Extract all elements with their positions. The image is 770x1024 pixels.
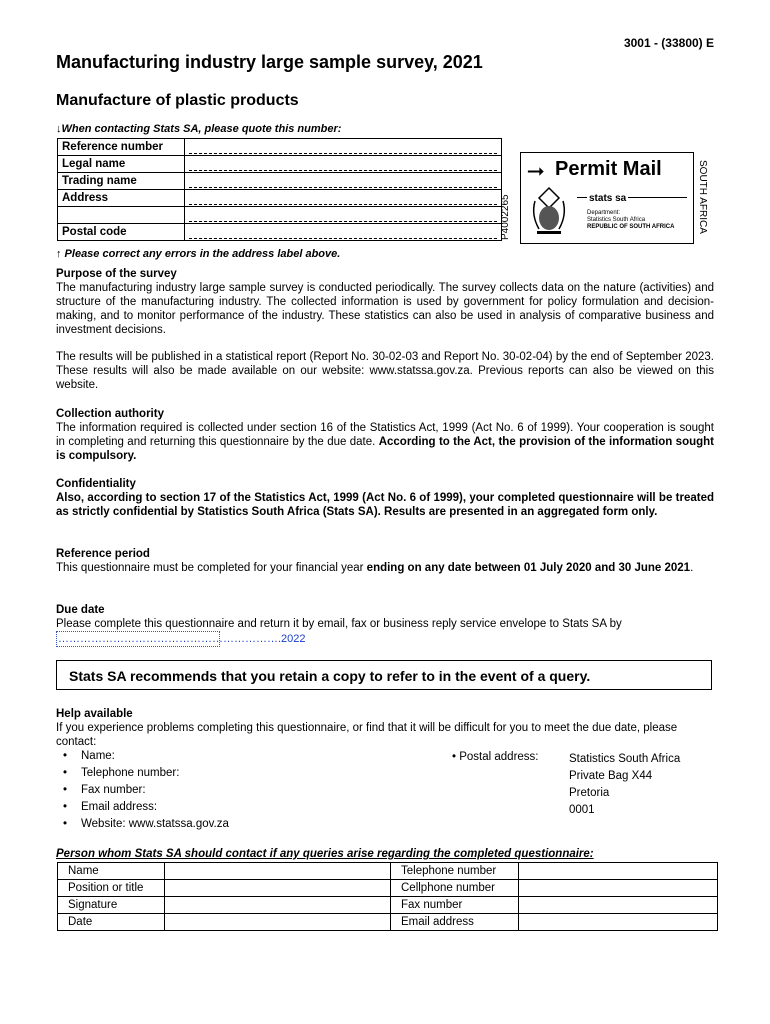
- list-item: • Name:: [56, 750, 436, 767]
- permit-mail-box: [520, 152, 694, 244]
- section-heading: Purpose of the survey: [56, 268, 177, 280]
- address-label-blank: [58, 207, 185, 224]
- position-input[interactable]: [165, 880, 391, 897]
- table-row: [58, 173, 502, 190]
- confidentiality-text: Also, according to section 17 of the Statistics Act, 1999 (Act No. 6 of 1999), your completed questionnaire will be treated as strictly confidential by Statistics South Africa (Stats SA). Results are presented in an aggregated form only.: [56, 492, 714, 518]
- due-date-field[interactable]: …………………………………………………….2022: [58, 633, 306, 645]
- postal-address-label: • Postal address:: [452, 751, 539, 763]
- collection-text: The information required is collected under section 16 of the Statistics Act, 1999 (Act No. 6 of 1999). Your cooperation is sought in completing and returning this questionnaire by the due date. According to the Act, the provision of the information sought is compulsory.: [56, 422, 714, 462]
- address-field-1[interactable]: [185, 190, 502, 207]
- email-input[interactable]: [519, 914, 718, 931]
- cell-label: Position or title: [58, 880, 165, 897]
- cell-label: Telephone number: [391, 863, 519, 880]
- reference-period-section: [56, 547, 714, 575]
- address-label: Address: [58, 190, 185, 207]
- reference-table: [57, 138, 502, 241]
- purpose-paragraph-1: The manufacturing industry large sample survey is conducted periodically. The survey collects data on the nature (activities) and structure of the manufacturing industry. The collected information is used by government for policy formulation and decision-making, and to monitor performance of the industry. These statistics can also be used in analysis of comparative business and investment decisions.: [56, 282, 714, 336]
- purpose-paragraph-2: The results will be published in a statistical report (Report No. 30-02-03 and Report No. 30-02-04) by the end of September 2023. These results will also be made available on our website: www.statssa.gov.za. Previous reports can also be viewed on this website.: [56, 351, 714, 391]
- section-heading: Reference period: [56, 548, 150, 560]
- postal-code-label: Postal code: [58, 224, 185, 241]
- postal-code-field[interactable]: [185, 224, 502, 241]
- permit-code: P4002265: [500, 194, 511, 240]
- cell-label: Cellphone number: [391, 880, 519, 897]
- name-input[interactable]: [165, 863, 391, 880]
- reference-period-text: This questionnaire must be completed for your financial year ending on any date between 01 July 2020 and 30 June 2021.: [56, 562, 694, 574]
- cell-label: Name: [58, 863, 165, 880]
- table-row: [58, 863, 718, 880]
- contact-table: [57, 862, 718, 931]
- table-row: [58, 207, 502, 224]
- permit-mail-title: Permit Mail: [555, 158, 662, 180]
- confidentiality-section: [56, 477, 714, 519]
- collection-section: [56, 407, 714, 463]
- stats-sa-logo-text: stats sa: [589, 193, 627, 204]
- purpose-section: [56, 267, 714, 392]
- cellphone-input[interactable]: [519, 880, 718, 897]
- signature-input[interactable]: [165, 897, 391, 914]
- coat-of-arms-icon: [527, 185, 571, 237]
- table-row: [58, 156, 502, 173]
- cell-label: Date: [58, 914, 165, 931]
- due-date-section: [56, 603, 714, 647]
- help-text: If you experience problems completing this questionnaire, or find that it will be difficult for you to meet the due date, please contact:: [56, 722, 678, 748]
- due-date-text: Please complete this questionnaire and return it by email, fax or business reply service envelope to Stats SA by: [56, 618, 622, 630]
- table-row: [58, 139, 502, 156]
- cell-label: Fax number: [391, 897, 519, 914]
- list-item: • Telephone number:: [56, 767, 436, 784]
- reference-number-field[interactable]: [185, 139, 502, 156]
- department-text: Department: Statistics South Africa REPUBLIC OF SOUTH AFRICA: [587, 210, 675, 230]
- reference-instruction: ↓When contacting Stats SA, please quote this number:: [56, 123, 342, 135]
- form-code: 3001 - (33800) E: [623, 36, 714, 50]
- legal-name-field[interactable]: [185, 156, 502, 173]
- section-heading: Due date: [56, 604, 105, 616]
- address-field-2[interactable]: [185, 207, 502, 224]
- table-row: [58, 880, 718, 897]
- fax-input[interactable]: [519, 897, 718, 914]
- legal-name-label: Legal name: [58, 156, 185, 173]
- list-item: • Fax number:: [56, 784, 436, 801]
- trading-name-field[interactable]: [185, 173, 502, 190]
- page-title: Manufacturing industry large sample survey, 2021: [56, 52, 483, 72]
- help-section: [56, 707, 714, 749]
- section-heading: Help available: [56, 708, 133, 720]
- section-heading: Confidentiality: [56, 478, 136, 490]
- list-item: • Email address:: [56, 801, 436, 818]
- permit-arrow-icon: ⭢: [527, 157, 545, 182]
- table-row: [58, 190, 502, 207]
- help-contact-list: [56, 750, 436, 835]
- table-row: [58, 224, 502, 241]
- date-input[interactable]: [165, 914, 391, 931]
- list-item: • Website: www.statssa.gov.za: [56, 818, 436, 835]
- retain-copy-callout: Stats SA recommends that you retain a copy to refer to in the event of a query.: [56, 660, 712, 690]
- cell-label: Email address: [391, 914, 519, 931]
- page-subtitle: Manufacture of plastic products: [56, 92, 299, 109]
- cell-label: Signature: [58, 897, 165, 914]
- correction-note: ↑ Please correct any errors in the address label above.: [56, 248, 341, 260]
- postal-address: Statistics South Africa Private Bag X44 Pretoria 0001: [569, 753, 681, 816]
- reference-number-label: Reference number: [58, 139, 185, 156]
- section-heading: Collection authority: [56, 408, 164, 420]
- contact-heading: Person whom Stats SA should contact if any queries arise regarding the completed questionnaire:: [56, 848, 594, 860]
- table-row: [58, 897, 718, 914]
- telephone-input[interactable]: [519, 863, 718, 880]
- trading-name-label: Trading name: [58, 173, 185, 190]
- table-row: [58, 914, 718, 931]
- country-label: SOUTH AFRICA: [697, 160, 708, 234]
